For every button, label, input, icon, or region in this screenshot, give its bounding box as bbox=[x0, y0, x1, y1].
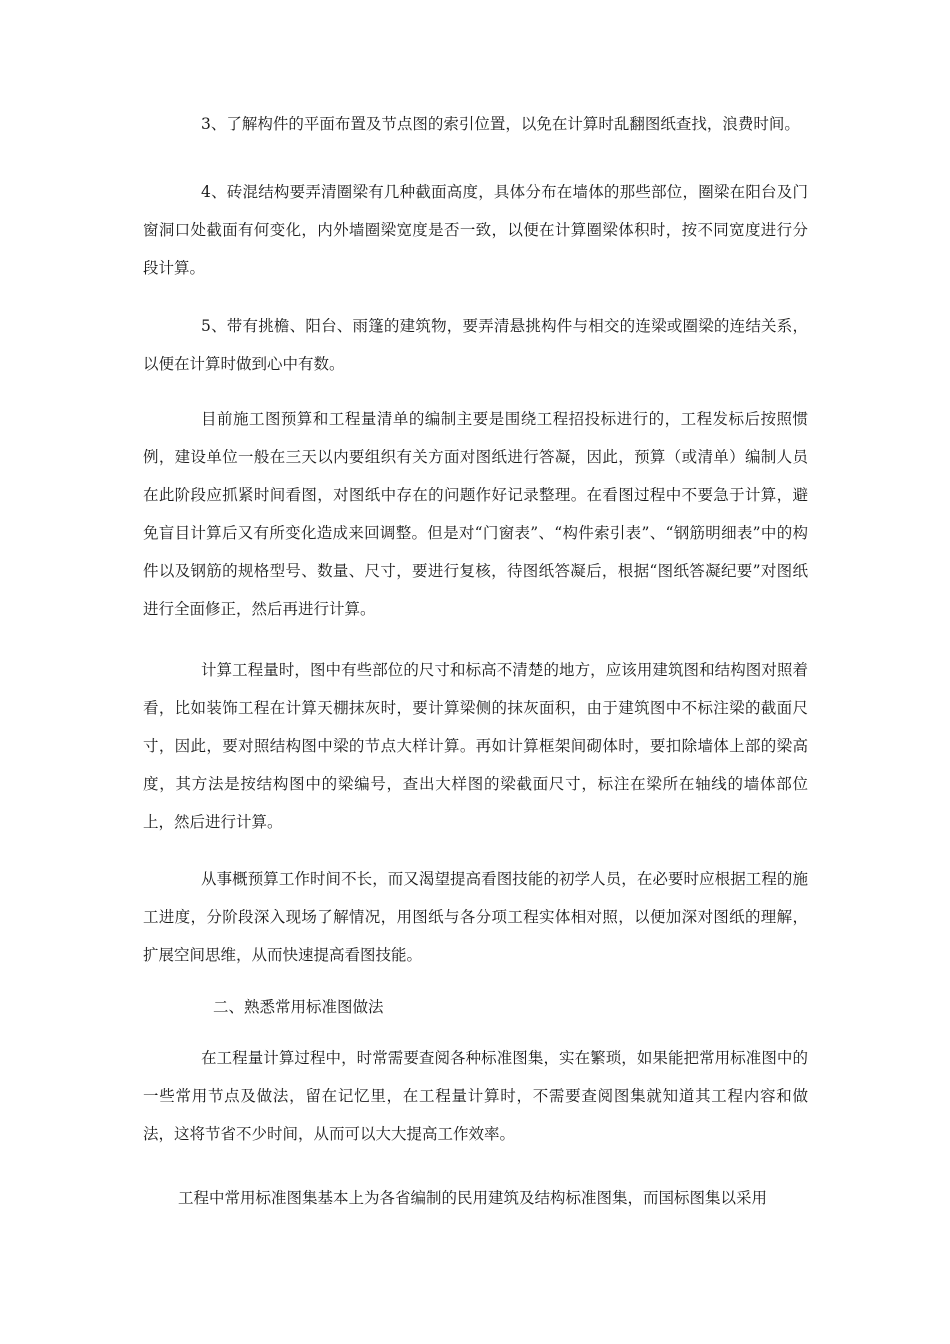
paragraph-standard-atlas: 工程中常用标准图集基本上为各省编制的民用建筑及结构标准图集，而国标图集以采用 bbox=[178, 1189, 768, 1207]
paragraph-item-5: 5、带有挑檐、阳台、雨篷的建筑物，要弄清悬挑构件与相交的连梁或圈梁的连结关系，以便在计算时做到心中有数。 bbox=[143, 317, 808, 373]
paragraph-item-4: 4、砖混结构要弄清圈梁有几种截面高度，具体分布在墙体的那些部位，圈梁在阳台及门窗洞口处截面有何变化，内外墙圈梁宽度是否一致，以便在计算圈梁体积时，按不同宽度进行分段计算。 bbox=[143, 183, 808, 277]
paragraph-bidding-review: 目前施工图预算和工程量清单的编制主要是围绕工程招投标进行的，工程发标后按照惯例，建设单位一般在三天以内要组织有关方面对图纸进行答凝，因此，预算（或清单）编制人员在此阶段应抓紧时间看图，对图纸中存在的问题作好记录整理。在看图过程中不要急于计算，避免盲目计算后又有所变化造成来回调整。但是对“门窗表”、“构件索引表”、“钢筋明细表”中的构件以及钢筋的规格型号、数量、尺寸，要进行复核，待图纸答凝后，根据“图纸答凝纪要”对图纸进行全面修正，然后再进行计算。 bbox=[143, 410, 808, 618]
paragraph-site-visit: 从事概预算工作时间不长，而又渴望提高看图技能的初学人员，在必要时应根据工程的施工进度，分阶段深入现场了解情况，用图纸与各分项工程实体相对照，以便加深对图纸的理解，扩展空间思维，从而快速提高看图技能。 bbox=[143, 870, 808, 964]
paragraph-standard-drawings: 在工程量计算过程中，时常需要查阅各种标准图集，实在繁琐，如果能把常用标准图中的一些常用节点及做法，留在记忆里，在工程量计算时，不需要查阅图集就知道其工程内容和做法，这将节省不少时间，从而可以大大提高工作效率。 bbox=[143, 1049, 808, 1143]
section-heading: 二、熟悉常用标准图做法 bbox=[213, 998, 384, 1016]
paragraph-drawing-comparison: 计算工程量时，图中有些部位的尺寸和标高不清楚的地方，应该用建筑图和结构图对照着看，比如装饰工程在计算天棚抹灰时，要计算梁侧的抹灰面积，由于建筑图中不标注梁的截面尺寸，因此，要对照结构图中梁的节点大样计算。再如计算框架间砌体时，要扣除墙体上部的梁高度，其方法是按结构图中的梁编号，查出大样图的梁截面尺寸，标注在梁所在轴线的墙体部位上，然后进行计算。 bbox=[143, 661, 808, 831]
paragraph-item-3: 3、了解构件的平面布置及节点图的索引位置，以免在计算时乱翻图纸查找，浪费时间。 bbox=[201, 115, 800, 133]
